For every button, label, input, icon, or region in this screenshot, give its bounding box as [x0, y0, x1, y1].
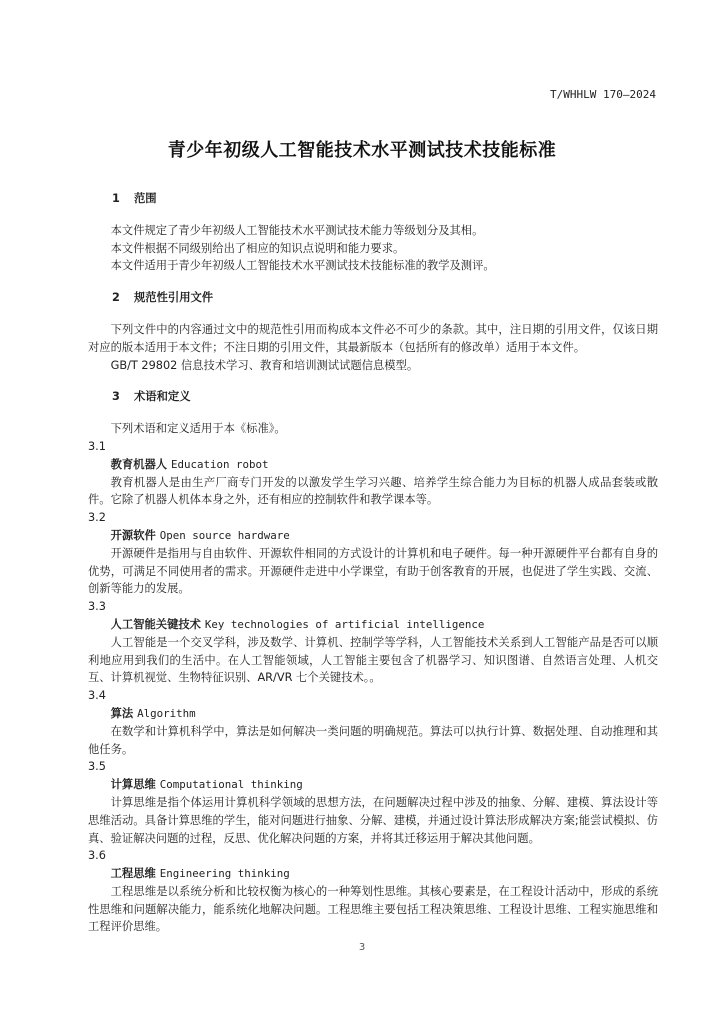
term-cn: 计算思维 — [110, 778, 156, 792]
term-number: 3.6 — [88, 849, 106, 863]
document-body — [88, 190, 658, 936]
paragraph: 本文件根据不同级别给出了相应的知识点说明和能力要求。 — [110, 241, 405, 255]
term-definition: 在数学和计算机科学中，算法是如何解决一类问题的明确规范。算法可以执行计算、数据处理、自动推理和其他任务。 — [88, 724, 658, 756]
section-2-heading — [88, 289, 658, 307]
term-en: Key technologies of artificial intelligence — [204, 617, 485, 631]
term-definition: 人工智能是一个交叉学科，涉及数学、计算机、控制学等学科，人工智能技术关系到人工智能产品是否可以顺利地应用到我们的生活中。在人工智能领域，人工智能主要包含了机器学习、知识图谱、自然语言处理、人机交互、计算机视觉、生物特征识别、AR/VR 七个关键技术。。 — [88, 635, 658, 685]
section-number: 2 — [112, 291, 120, 305]
section-title: 规范性引用文件 — [134, 291, 214, 305]
term-en: Engineering thinking — [159, 867, 290, 881]
term-en: Education robot — [171, 457, 269, 471]
term-heading — [88, 456, 658, 474]
term-number: 3.4 — [88, 689, 106, 703]
term-en: Computational thinking — [159, 778, 303, 792]
paragraph: 下列术语和定义适用于本《标准》。 — [110, 422, 286, 436]
term-definition: 教育机器人是由生产厂商专门开发的以激发学生学习兴趣、培养学生综合能力为目标的机器人成品套装或散件。它除了机器人机体本身之外，还有相应的控制软件和教学课本等。 — [88, 475, 658, 507]
section-number: 1 — [112, 192, 120, 205]
term-3-2 — [88, 509, 658, 598]
term-cn: 开源软件 — [110, 528, 156, 542]
document-code: T/WHHLW 170—2024 — [550, 88, 656, 101]
term-3-4 — [88, 687, 658, 758]
term-3-6 — [88, 847, 658, 936]
term-cn: 工程思维 — [110, 867, 156, 881]
term-3-5 — [88, 758, 658, 847]
term-en: Algorithm — [137, 706, 196, 720]
term-definition: 工程思维是以系统分析和比较权衡为核心的一种筹划性思维。其核心要素是，在工程设计活动中，形成的系统性思维和问题解决能力，能系统化地解决问题。工程思维主要包括工程决策思维、工程设计思维、工程实施思维和工程评价思维。 — [88, 884, 658, 934]
term-cn: 算法 — [110, 706, 134, 720]
term-heading — [88, 776, 658, 794]
term-number: 3.2 — [88, 511, 106, 525]
paragraph: 本文件规定了青少年初级人工智能技术水平测试技术能力等级划分及其相。 — [110, 223, 484, 237]
paragraph: 下列文件中的内容通过文中的规范性引用而构成本文件必不可少的条款。其中，注日期的引用文件，仅该日期对应的版本适用于本文件；不注日期的引用文件，其最新版本（包括所有的修改单）适用于本文件。 — [88, 322, 658, 354]
section-1-heading — [88, 190, 658, 208]
paragraph: 本文件适用于青少年初级人工智能技术水平测试技术技能标准的教学及测评。 — [110, 259, 495, 273]
term-cn: 教育机器人 — [110, 457, 168, 471]
term-definition: 计算思维是指个体运用计算机科学领域的思想方法，在问题解决过程中涉及的抽象、分解、建模、算法设计等思维活动。具备计算思维的学生，能对问题进行抽象、分解、建模，并通过设计算法形成解决方案;能尝试模拟、仿真、验证解决问题的过程，反思、优化解决问题的方案，并将其迁移运用于解决其他问题。 — [88, 795, 658, 845]
section-title: 范围 — [134, 192, 157, 205]
document-title: 青少年初级人工智能技术水平测试技术技能标准 — [167, 140, 557, 161]
section-3-heading — [88, 388, 658, 406]
section-title: 术语和定义 — [134, 390, 191, 404]
term-heading — [88, 865, 658, 883]
term-3-1 — [88, 438, 658, 509]
term-number: 3.1 — [88, 439, 106, 453]
section-number: 3 — [112, 390, 120, 404]
term-number: 3.3 — [88, 600, 106, 614]
term-en: Open source hardware — [159, 528, 290, 542]
page-number: 3 — [358, 942, 366, 953]
term-cn: 人工智能关键技术 — [110, 617, 201, 631]
term-heading — [88, 705, 658, 723]
term-number: 3.5 — [88, 760, 106, 774]
term-heading — [88, 616, 658, 634]
term-heading — [88, 527, 658, 545]
normative-reference: GB/T 29802 信息技术学习、教育和培训测试试题信息模型。 — [110, 358, 419, 372]
term-3-3 — [88, 598, 658, 687]
term-definition: 开源硬件是指用与自由软件、开源软件相同的方式设计的计算机和电子硬件。每一种开源硬件平台都有自身的优势，可满足不同使用者的需求。开源硬件走进中小学课堂，有助于创客教育的开展，也促进了学生实践、交流、创新等能力的发展。 — [88, 546, 658, 596]
